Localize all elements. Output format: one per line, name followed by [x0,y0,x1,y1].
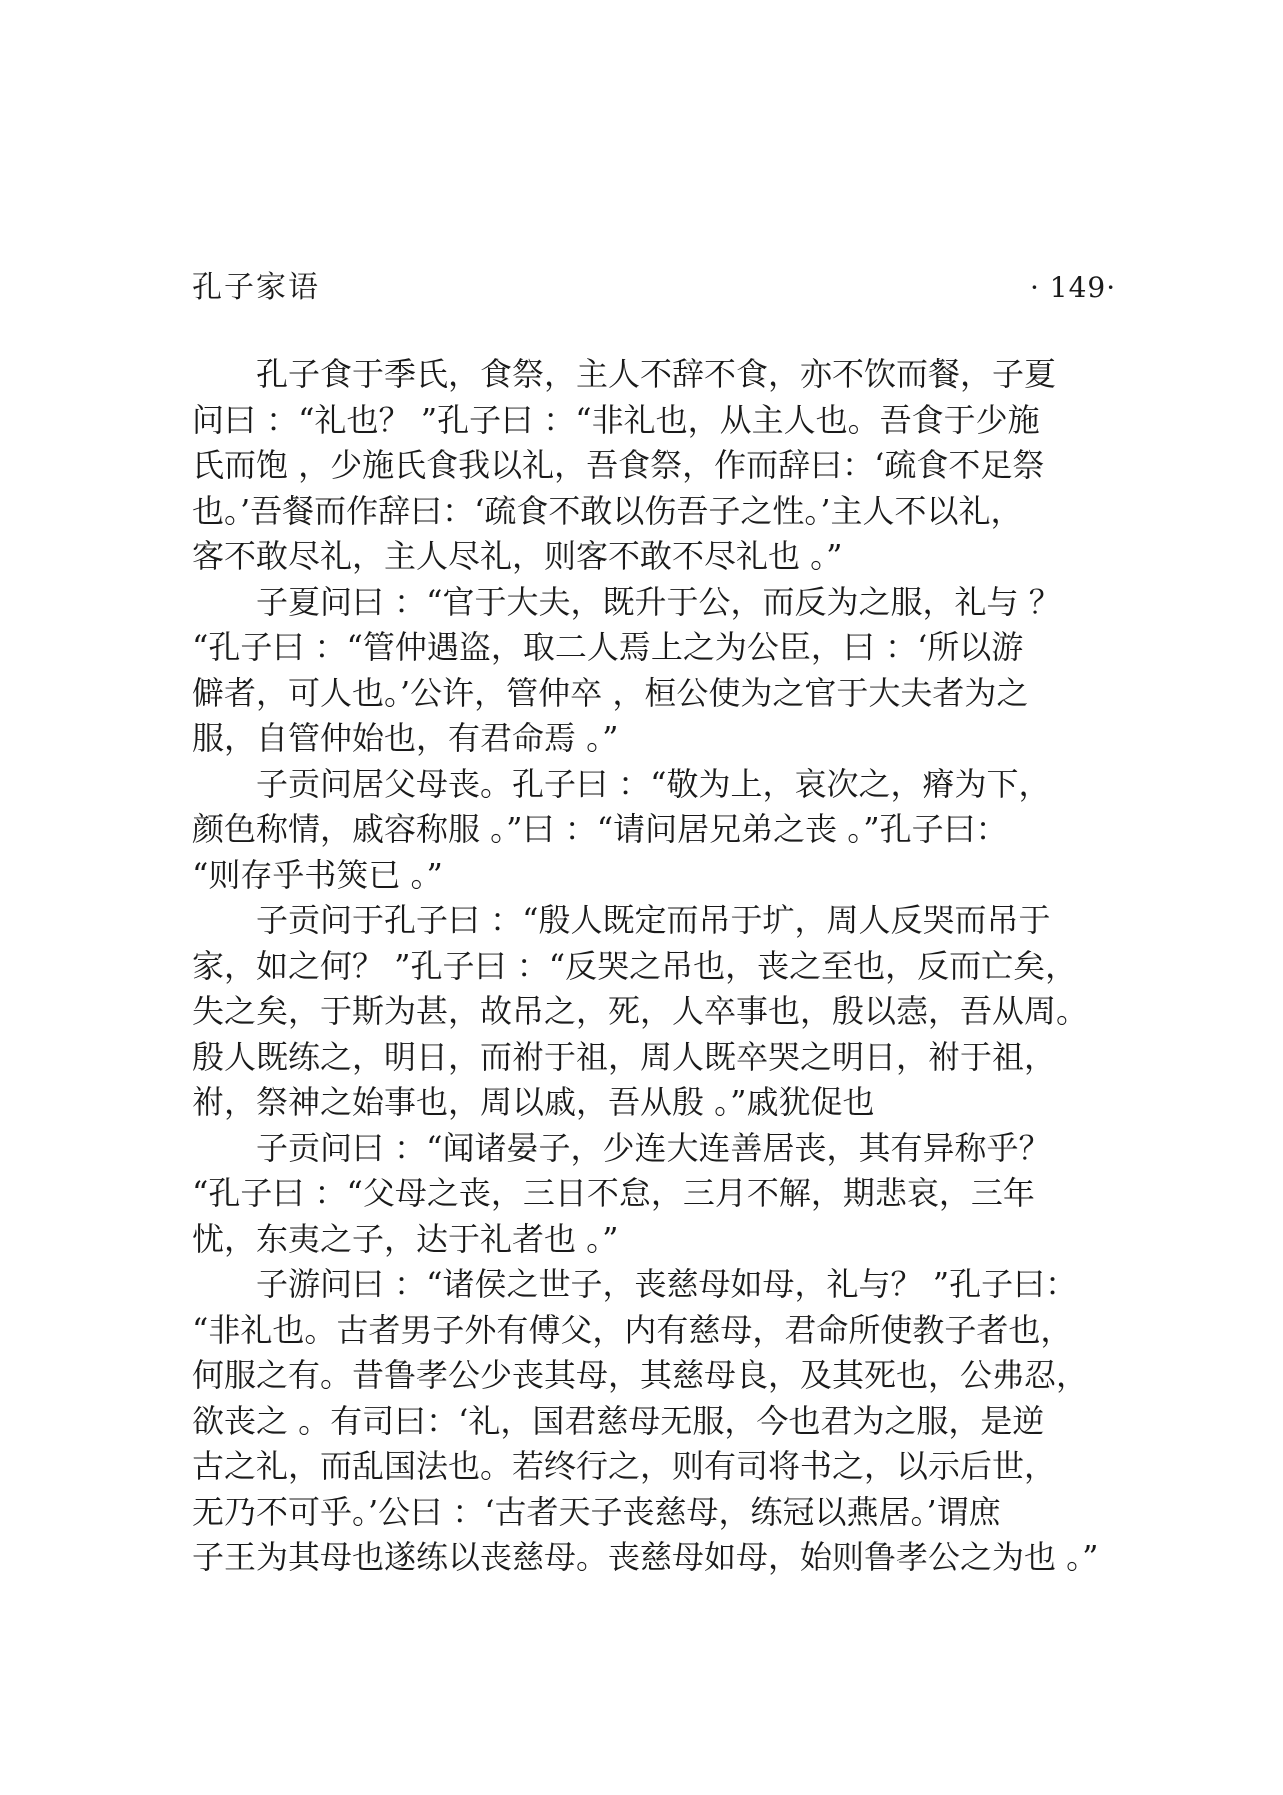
text-line: 何服之有。昔鲁孝公少丧其母，其慈母良，及其死也，公弗忍， [192,1356,1089,1394]
text-line: 子贡问于孔子曰 ：“殷人既定而吊于圹，周人反哭而吊于 [256,901,1051,939]
text-line: 无乃不可乎。’公曰 ：‘古者天子丧慈母，练冠以燕居。’谓庶 [192,1492,1001,1531]
text-line: 服，自管仲始也，有君命焉 。” [192,719,619,757]
text-line: 子王为其母也遂练以丧慈母。丧慈母如母，始则鲁孝公之为也 。” [192,1538,1099,1576]
page-number: · 149· [1030,271,1117,304]
text-line: “非礼也。古者男子外有傅父，内有慈母，君命所使教子者也， [192,1310,1073,1349]
text-line: “则存乎书筴已 。” [192,855,443,894]
text-line: 子贡问居父母丧。孔子曰 ：“敬为上，哀次之，瘠为下， [256,764,1051,803]
text-line: 欲丧之 。有司曰：‘礼，国君慈母无服，今也君为之服，是逆 [192,1401,1045,1440]
text-line: “孔子曰 ：“管仲遇盗，取二人焉上之为公臣，曰 ：‘所以游 [192,628,1024,666]
text-line: 殷人既练之，明日，而祔于祖，周人既卒哭之明日，祔于祖， [192,1037,1057,1076]
text-line: 子游问曰 ：“诸侯之世子，丧慈母如母，礼与？ ”孔子曰： [256,1265,1078,1303]
text-line: 也。’吾餐而作辞曰：‘疏食不敢以伤吾子之性。’主人不以礼， [192,491,1023,530]
text-line: “孔子曰 ：“父母之丧，三日不怠，三月不解，期悲哀，三年 [192,1174,1035,1212]
text-line: 客不敢尽礼，主人尽礼，则客不敢不尽礼也 。” [192,537,843,575]
running-title: 孔子家语 [192,270,320,305]
text-line: 家，如之何？ ”孔子曰 ：“反哭之吊也，丧之至也，反而亡矣， [192,946,1078,985]
text-line: 子贡问曰 ：“闻诸晏子，少连大连善居丧，其有异称乎？ [256,1128,1051,1167]
text-line: 氏而饱 ，少施氏食我以礼，吾食祭，作而辞曰：‘疏食不足祭 [192,446,1045,484]
text-line: 僻者，可人也。’公许，管仲卒 ，桓公使为之官于大夫者为之 [192,673,1029,712]
text-line: 祔，祭神之始事也，周以戚，吾从殷 。”戚犹促也 [192,1083,875,1121]
text-line: 孔子食于季氏，食祭，主人不辞不食，亦不饮而餐，子夏 [256,355,1057,393]
body-text [192,352,1112,1581]
text-line: 古之礼，而乱国法也。若终行之，则有司将书之，以示后世， [192,1447,1057,1485]
text-line: 忧，东夷之子，达于礼者也 。” [192,1219,619,1258]
text-line: 失之矣，于斯为甚，故吊之，死，人卒事也，殷以悫，吾从周。 [192,992,1089,1030]
text-line: 问曰 ：“礼也？ ”孔子曰 ：“非礼也，从主人也。吾食于少施 [192,400,1040,439]
text-line: 子夏问曰 ：“官于大夫，既升于公，而反为之服，礼与 ？ [256,582,1061,621]
text-line: 颜色称情，戚容称服 。”曰 ：“请问居兄弟之丧 。”孔子曰： [192,810,1008,848]
